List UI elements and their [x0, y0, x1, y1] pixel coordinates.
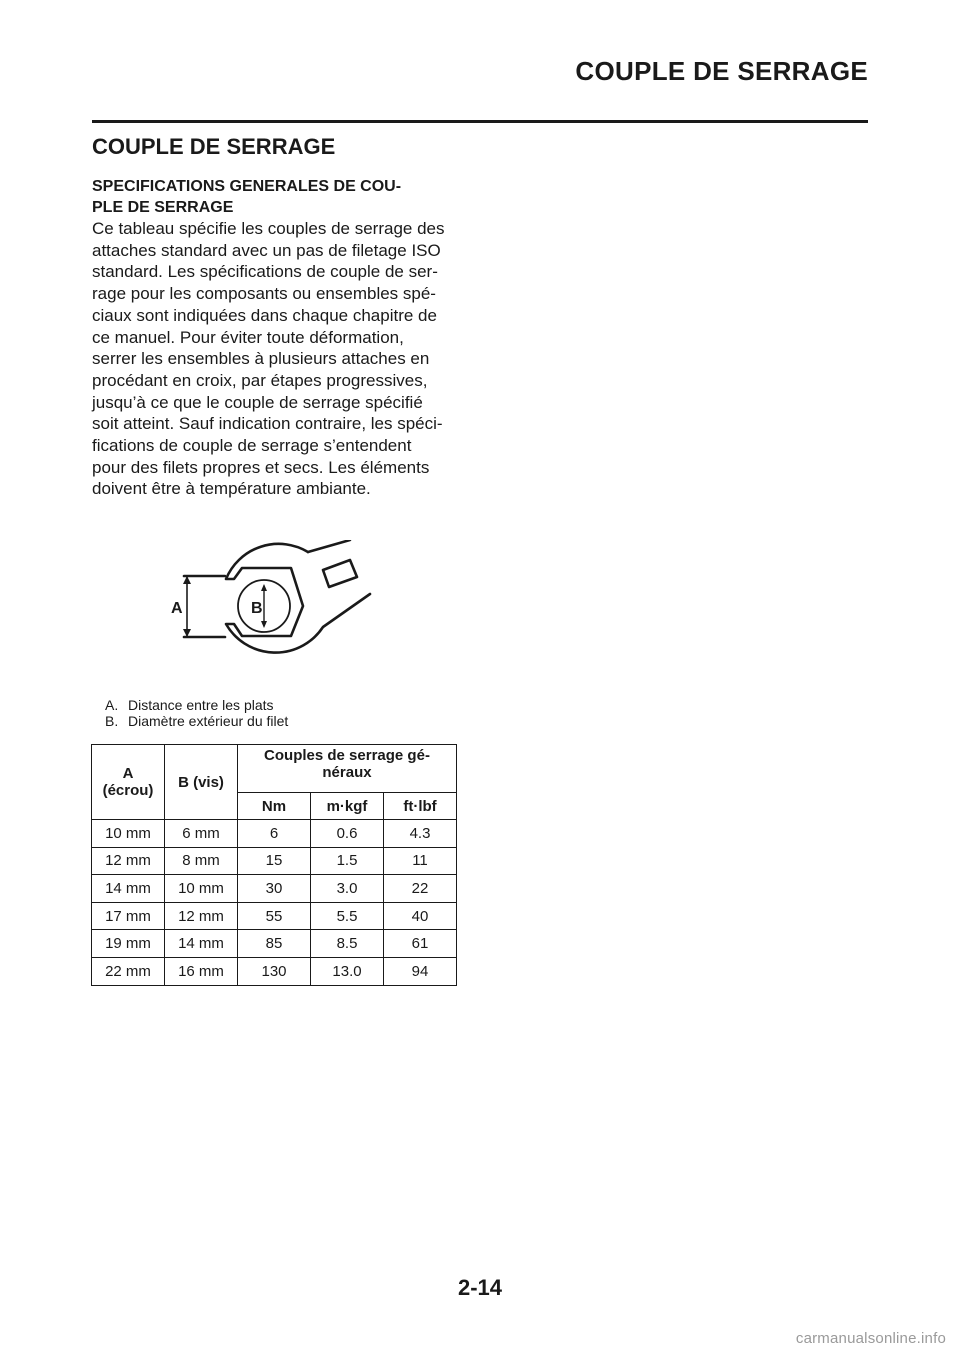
- body-line: ce manuel. Pour éviter toute déformation,: [92, 327, 404, 347]
- cell-a: 19 mm: [92, 930, 165, 958]
- unit-mkgf: m·kgf: [311, 793, 384, 820]
- cell-b: 12 mm: [165, 902, 238, 930]
- running-header-title: COUPLE DE SERRAGE: [575, 56, 868, 86]
- section-title: COUPLE DE SERRAGE: [92, 134, 336, 159]
- cell-mkgf: 5.5: [311, 902, 384, 930]
- table-row: [92, 957, 457, 985]
- header-general-torque: [238, 745, 457, 793]
- caption-letter: B.: [105, 713, 119, 729]
- page-number: 2-14: [457, 1275, 503, 1300]
- cell-nm: 55: [238, 902, 311, 930]
- body-line: fications de couple de serrage s’entendent: [92, 436, 412, 456]
- cell-nm: 85: [238, 930, 311, 958]
- table-row: [92, 930, 457, 958]
- cell-b: 8 mm: [165, 847, 238, 875]
- body-line: pour des filets propres et secs. Les éléments: [92, 457, 430, 477]
- wrench-slot: [323, 560, 357, 587]
- body-paragraph: [92, 218, 472, 500]
- header-group-line2: néraux: [322, 764, 372, 781]
- subsection-heading: [92, 176, 464, 218]
- cell-a: 14 mm: [92, 875, 165, 903]
- figure-captions: [105, 697, 288, 729]
- cell-a: 12 mm: [92, 847, 165, 875]
- cell-mkgf: 0.6: [311, 820, 384, 848]
- body-line: doivent être à température ambiante.: [92, 479, 371, 499]
- cell-ftlbf: 11: [384, 847, 457, 875]
- caption-text: Diamètre extérieur du filet: [128, 713, 289, 729]
- table-header-row: [92, 745, 457, 793]
- caption-b: [105, 713, 288, 729]
- header-rule: [92, 120, 868, 123]
- cell-mkgf: 1.5: [311, 847, 384, 875]
- body-line: ciaux sont indiquées dans chaque chapitre de: [92, 305, 437, 325]
- cell-ftlbf: 94: [384, 957, 457, 985]
- b-arrowhead-down: [261, 621, 267, 628]
- header-b: B (vis): [165, 745, 238, 820]
- body-line: serrer les ensembles à plusieurs attaches en: [92, 349, 430, 369]
- cell-ftlbf: 61: [384, 930, 457, 958]
- body-line: standard. Les spécifications de couple de ser-: [92, 262, 438, 282]
- cell-b: 6 mm: [165, 820, 238, 848]
- label-a: A: [171, 600, 183, 617]
- cell-mkgf: 13.0: [311, 957, 384, 985]
- cell-a: 10 mm: [92, 820, 165, 848]
- cell-b: 16 mm: [165, 957, 238, 985]
- body-line: procédant en croix, par étapes progressives,: [92, 370, 428, 390]
- body-line: attaches standard avec un pas de filetage ISO: [92, 240, 441, 260]
- cell-b: 14 mm: [165, 930, 238, 958]
- cell-nm: 6: [238, 820, 311, 848]
- cell-b: 10 mm: [165, 875, 238, 903]
- watermark-text: carmanualsonline.info: [795, 1330, 946, 1347]
- unit-ftlbf: ft·lbf: [384, 793, 457, 820]
- subhead-line: SPECIFICATIONS GENERALES DE COU-: [92, 178, 402, 195]
- b-arrowhead-up: [261, 584, 267, 591]
- cell-nm: 30: [238, 875, 311, 903]
- body-line: rage pour les composants ou ensembles spé-: [92, 284, 436, 304]
- header-group-line1: Couples de serrage gé-: [264, 747, 430, 764]
- body-line: soit atteint. Sauf indication contraire, les spéci-: [92, 414, 443, 434]
- body-line: jusqu’à ce que le couple de serrage spécifié: [92, 392, 423, 412]
- unit-nm: Nm: [238, 793, 311, 820]
- torque-table: [91, 744, 457, 986]
- header-a: [92, 745, 165, 820]
- cell-nm: 130: [238, 957, 311, 985]
- table-row: [92, 820, 457, 848]
- cell-ftlbf: 22: [384, 875, 457, 903]
- table-row: [92, 902, 457, 930]
- wrench-handle-upper: [308, 540, 350, 552]
- body-line: Ce tableau spécifie les couples de serrage des: [92, 219, 445, 238]
- table-row: [92, 847, 457, 875]
- caption-letter: A.: [105, 697, 119, 713]
- cell-ftlbf: 4.3: [384, 820, 457, 848]
- wrench-nut-diagram: [160, 540, 390, 675]
- cell-a: 17 mm: [92, 902, 165, 930]
- caption-a: [105, 697, 288, 713]
- cell-a: 22 mm: [92, 957, 165, 985]
- table-row: [92, 875, 457, 903]
- cell-ftlbf: 40: [384, 902, 457, 930]
- caption-text: Distance entre les plats: [128, 697, 274, 713]
- header-a-line2: (écrou): [102, 782, 154, 799]
- cell-mkgf: 8.5: [311, 930, 384, 958]
- cell-mkgf: 3.0: [311, 875, 384, 903]
- cell-nm: 15: [238, 847, 311, 875]
- header-a-line1: A: [122, 765, 134, 782]
- subhead-line: PLE DE SERRAGE: [92, 199, 234, 216]
- label-b: B: [251, 600, 263, 617]
